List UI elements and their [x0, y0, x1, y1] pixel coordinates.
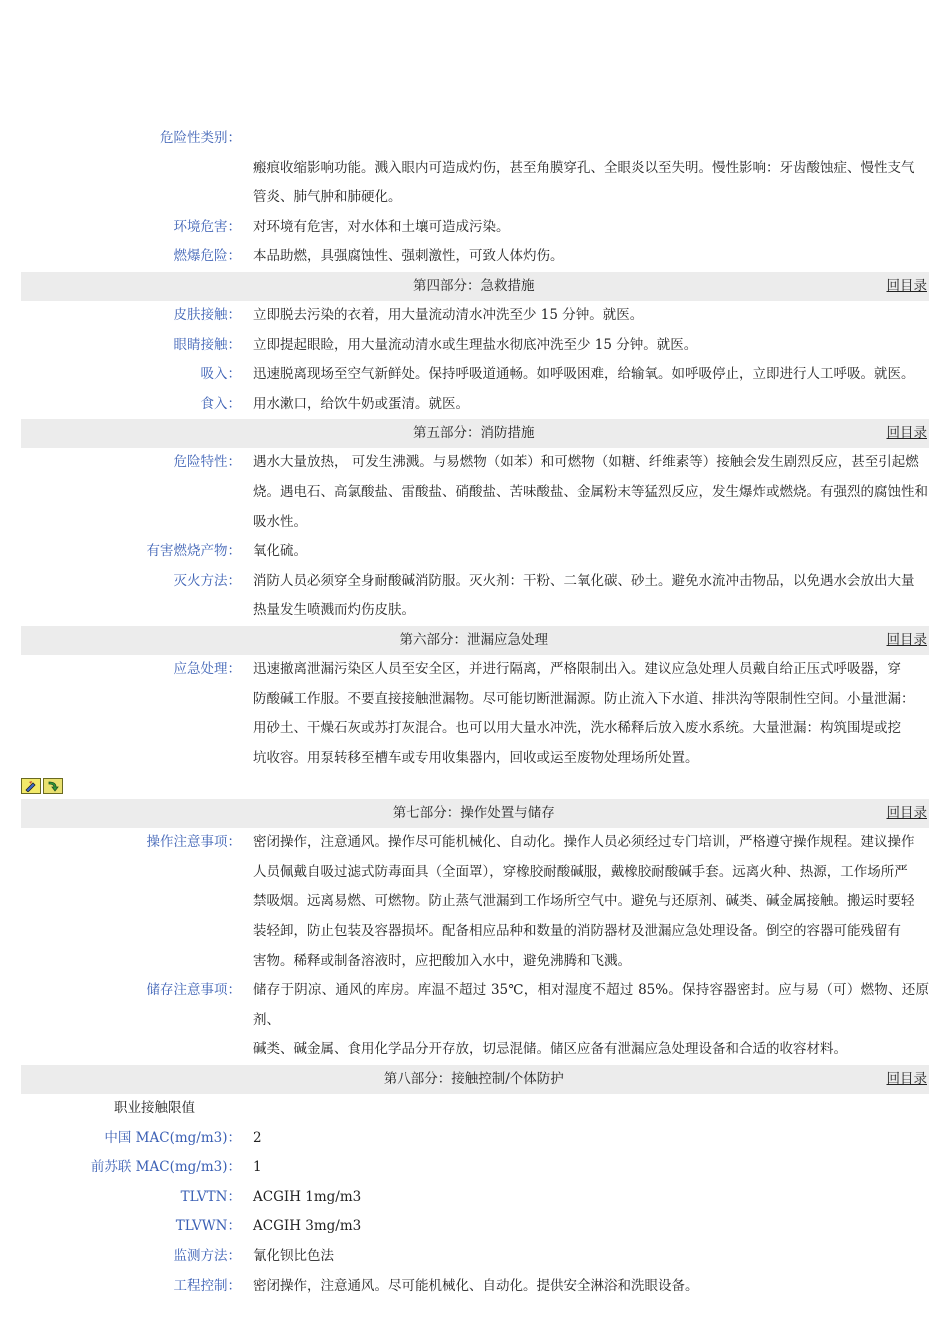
edit-icon[interactable]	[21, 778, 41, 794]
exposure-label: 工程控制：	[173, 1277, 241, 1294]
occupational-limits-heading: 职业接触限值	[114, 1100, 195, 1117]
exposure-label: TLVWN：	[175, 1218, 241, 1235]
exposure-row	[21, 1183, 929, 1213]
operation-notes-label: 操作注意事项：	[146, 834, 241, 851]
operation-notes-line: 禁吸烟。远离易燃、可燃物。防止蒸气泄漏到工作场所空气中。避免与还原剂、碱类、碱金属接触。搬运时要轻	[253, 893, 915, 910]
extinguish-method-row	[21, 567, 929, 626]
storage-notes-line: 储存于阴凉、通风的库房。库温不超过 35℃，相对湿度不超过 85%。保持容器密封。应与易（可）燃物、还原剂、	[253, 982, 929, 1028]
first-aid-value: 迅速脱离现场至空气新鲜处。保持呼吸道通畅。如呼吸困难，给输氧。如呼吸停止，立即进行人工呼吸。就医。	[253, 366, 915, 383]
operation-notes-line: 装轻卸，防止包装及容器损坏。配备相应品种和数量的消防器材及泄漏应急处理设备。倒空的容器可能残留有	[253, 923, 901, 940]
hazard-category-row	[21, 124, 929, 154]
first-aid-label: 吸入：	[200, 366, 241, 383]
icon-toolbar	[21, 773, 929, 799]
combustion-products-row	[21, 537, 929, 567]
emergency-handling-line: 用砂土、干燥石灰或苏打灰混合。也可以用大量水冲洗，洗水稀释后放入废水系统。大量泄漏：构筑围堤或挖	[253, 720, 901, 737]
operation-notes-row	[21, 828, 929, 976]
extinguish-method-line: 热量发生喷溅而灼伤皮肤。	[253, 602, 415, 619]
msds-document	[21, 124, 929, 1301]
hazard-property-label: 危险特性：	[173, 454, 241, 471]
emergency-handling-row	[21, 655, 929, 773]
combustion-products-value: 氧化硫。	[253, 543, 307, 560]
back-to-toc-link[interactable]: 回目录	[886, 805, 927, 822]
operation-notes-line: 害物。稀释或制备溶液时，应把酸加入水中，避免沸腾和飞溅。	[253, 952, 631, 969]
exposure-row	[21, 1242, 929, 1272]
section-title: 第四部分：急救措施	[413, 277, 535, 294]
operation-notes-line: 密闭操作，注意通风。操作尽可能机械化、自动化。操作人员必须经过专门培训，严格遵守操作规程。建议操作	[253, 834, 915, 851]
back-to-toc-link[interactable]: 回目录	[886, 631, 927, 648]
storage-notes-row	[21, 976, 929, 1065]
emergency-handling-label: 应急处理：	[173, 660, 241, 677]
extinguish-method-line: 消防人员必须穿全身耐酸碱消防服。灭火剂：干粉、二氧化碳、砂土。避免水流冲击物品，以免遇水会放出大量	[253, 572, 915, 589]
fire-explosion-value: 本品助燃，具强腐蚀性、强刺激性，可致人体灼伤。	[253, 248, 564, 265]
emergency-handling-line: 迅速撤离泄漏污染区人员至安全区，并进行隔离，严格限制出入。建议应急处理人员戴自给正压式呼吸器，穿	[253, 660, 901, 677]
first-aid-label: 食入：	[200, 395, 241, 412]
section-header-exposure-control	[21, 1065, 929, 1094]
hazard-property-line: 烧。遇电石、高氯酸盐、雷酸盐、硝酸盐、苦味酸盐、金属粉末等猛烈反应，发生爆炸或燃烧。有强烈的腐蚀性和	[253, 483, 928, 500]
exposure-row	[21, 1153, 929, 1183]
operation-notes-line: 人员佩戴自吸过滤式防毒面具（全面罩），穿橡胶耐酸碱服，戴橡胶耐酸碱手套。远离火种、热源，工作场所严	[253, 863, 908, 880]
next-icon[interactable]	[43, 778, 63, 794]
back-to-toc-link[interactable]: 回目录	[886, 425, 927, 442]
first-aid-row	[21, 390, 929, 420]
env-hazard-label: 环境危害：	[173, 218, 241, 235]
hazard-property-line: 吸水性。	[253, 513, 307, 530]
section-title: 第六部分：泄漏应急处理	[399, 631, 548, 648]
first-aid-value: 立即提起眼睑，用大量流动清水或生理盐水彻底冲洗至少 15 分钟。就医。	[253, 336, 698, 353]
section-header-spill-response	[21, 626, 929, 655]
back-to-toc-link[interactable]: 回目录	[886, 1071, 927, 1088]
section-header-first-aid	[21, 272, 929, 301]
first-aid-label: 皮肤接触：	[173, 306, 241, 323]
first-aid-value: 用水漱口，给饮牛奶或蛋清。就医。	[253, 395, 469, 412]
section-title: 第七部分：操作处置与储存	[392, 805, 555, 822]
hazard-category-label: 危险性类别：	[160, 130, 241, 146]
section-header-handling-storage	[21, 799, 929, 828]
exposure-value: 1	[253, 1159, 262, 1176]
exposure-row	[21, 1124, 929, 1154]
first-aid-value: 立即脱去污染的衣着，用大量流动清水冲洗至少 15 分钟。就医。	[253, 306, 644, 323]
health-hazard-line: 瘢痕收缩影响功能。溅入眼内可造成灼伤，甚至角膜穿孔、全眼炎以至失明。慢性影响：牙齿酸蚀症、慢性支气	[253, 159, 915, 176]
first-aid-row	[21, 301, 929, 331]
section-title: 第八部分：接触控制/个体防护	[383, 1071, 564, 1088]
exposure-label: 中国 MAC(mg/m3)：	[104, 1129, 241, 1146]
exposure-label: 监测方法：	[173, 1248, 241, 1264]
health-hazard-line: 管炎、肺气肿和肺硬化。	[253, 189, 402, 206]
hazard-property-row	[21, 448, 929, 537]
exposure-label: TLVTN：	[180, 1188, 241, 1205]
exposure-row	[21, 1212, 929, 1242]
section-title: 第五部分：消防措施	[413, 425, 535, 442]
extinguish-method-label: 灭火方法：	[173, 572, 241, 589]
env-hazard-value: 对环境有危害，对水体和土壤可造成污染。	[253, 218, 510, 235]
combustion-products-label: 有害燃烧产物：	[146, 543, 241, 560]
env-hazard-row	[21, 213, 929, 243]
hazard-property-line: 遇水大量放热， 可发生沸溅。与易燃物（如苯）和可燃物（如糖、纤维素等）接触会发生剧烈反应，甚至引起燃	[253, 454, 919, 471]
emergency-handling-line: 坑收容。用泵转移至槽车或专用收集器内，回收或运至废物处理场所处置。	[253, 749, 699, 766]
storage-notes-label: 储存注意事项：	[146, 982, 241, 999]
back-to-toc-link[interactable]: 回目录	[886, 277, 927, 294]
first-aid-row	[21, 360, 929, 390]
first-aid-row	[21, 331, 929, 361]
health-hazard-continued-row	[21, 154, 929, 213]
section-header-fire-fighting	[21, 419, 929, 448]
fire-explosion-label: 燃爆危险：	[173, 248, 241, 265]
occupational-limits-row	[21, 1094, 929, 1124]
exposure-value: 氰化钡比色法	[253, 1248, 334, 1264]
fire-explosion-row	[21, 242, 929, 272]
exposure-label: 前苏联 MAC(mg/m3)：	[90, 1159, 241, 1176]
exposure-value: ACGIH 3mg/m3	[253, 1218, 362, 1235]
exposure-value: ACGIH 1mg/m3	[253, 1188, 362, 1205]
storage-notes-line: 碱类、碱金属、食用化学品分开存放，切忌混储。储区应备有泄漏应急处理设备和合适的收容材料。	[253, 1041, 847, 1058]
first-aid-label: 眼睛接触：	[173, 336, 241, 353]
exposure-row	[21, 1272, 929, 1302]
emergency-handling-line: 防酸碱工作服。不要直接接触泄漏物。尽可能切断泄漏源。防止流入下水道、排洪沟等限制性空间。小量泄漏：	[253, 690, 915, 707]
exposure-value: 2	[253, 1129, 262, 1146]
exposure-value: 密闭操作，注意通风。尽可能机械化、自动化。提供安全淋浴和洗眼设备。	[253, 1277, 699, 1294]
